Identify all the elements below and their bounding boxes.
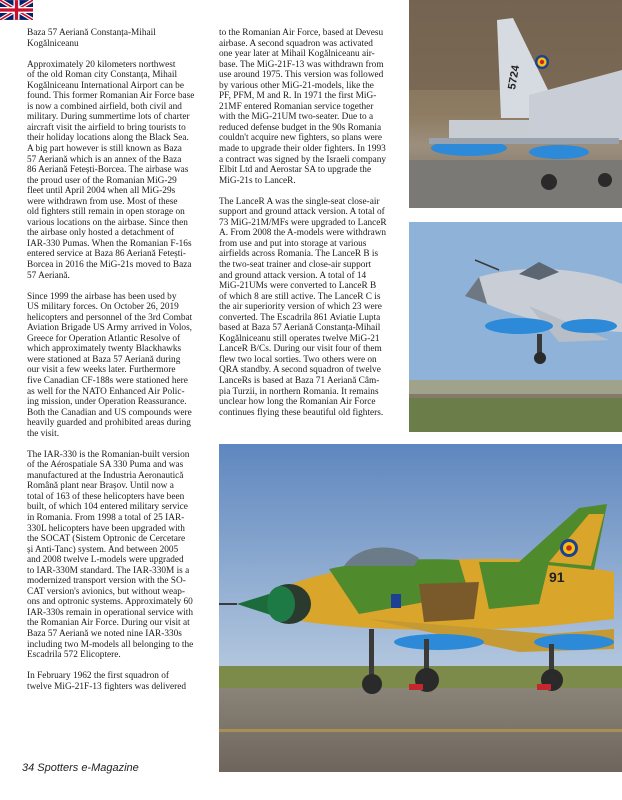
article-column-middle <box>219 28 405 429</box>
union-jack-flag-icon <box>0 0 33 20</box>
tail-number-label: 5724 <box>506 64 523 91</box>
page-footer: 34 Spotters e-Magazine <box>22 762 139 774</box>
mig21-camouflage-photo <box>219 444 622 772</box>
photo-mig21-tail <box>409 0 622 208</box>
paragraph: The IAR-330 is the Romanian-built version of the Aérospatiale SA 330 Puma and was manufactured at the Industria Aeronautică Română plant near Brașov. Until now a total of 163 of these helicopters have been built, of which 104 entered military service in Romania. From 1998 a total of 25 IAR- 330L helicopters have been upgraded with the SOCAT (Sistem Optronic de Cercetare și Anti-Tanc) system. And between 2005 and 2008 twelve L-models were upgraded to IAR-330M standard. The IAR-330M is a modernized transport version with the SO- CAT version's avionics, but without weap- ons and optronic systems. Approximately 60 IAR-330s remain in operational service with the Romanian Air Force. During our visit at Baza 57 Aeriană we noted nine IAR-330s including two M-models all belonging to the Escadrila 572 Elicoptere. <box>27 449 194 661</box>
photo-mig21-inflight <box>409 222 622 432</box>
paragraph: to the Romanian Air Force, based at Devesu airbase. A second squadron was activated one year later at Mihail Kogălniceanu air- base. The MiG-21F-13 was withdrawn from use around 1975. This version was followed by various other MiG-21-models, like the PF, PFM, M and R. In 1971 the first MiG- 21MF entered Romanian service together with the MiG-21UM two-seater. Due to a reduced defense budget in the 90s Romania couldn't acquire new fighters, so plans were made to upgrade their older fighters. In 1993 a contract was signed by the Israeli company Elbit Ltd and Aerostar SA to upgrade the MiG-21s to LanceR. <box>219 28 387 186</box>
paragraph: Approximately 20 kilometers northwest of the old Roman city Constanța, Mihail Kogălniceanu International Airport can be found. This former Romanian Air Force base is now a combined airfield, both civil and military. During summertime lots of charter aircraft visit the airfield to bring tourists to their holiday locations along the Black Sea. A big part however is still known as Baza 57 Aeriană which is an annex of the Baza 86 Aeriană Fetești-Borcea. The airbase was the proud user of the Romanian MiG-29 fleet until April 2004 when all MiG-29s were withdrawn from use. Most of these old fighters still remain in open storage on various locations on the airbase. Since then the airbase only hosted a detachment of IAR-330 Pumas. When the Romanian F-16s entered service at Baza 86 Aeriană Fetești- Borcea in 2016 the MiG-21s moved to Baza 57 Aeriană. <box>27 59 195 281</box>
article-column-left <box>27 28 210 703</box>
paragraph: The LanceR A was the single-seat close-air support and ground attack version. A total of 73 MiG-21M/MFs were upgraded to LanceR A. From 2008 the A-models were withdrawn from use and put into storage at various airfields across Romania. The LanceR B is the two-seat trainer and close-air support and ground attack version. A total of 14 MiG-21UMs were converted to LanceR B of which 8 are still active. The LanceR C is the air superiority version of which 23 were converted. The Escadrila 861 Aviatie Lupta based at Baza 57 Aeriană Constanța-Mihail Kogălniceanu still operates twelve MiG-21 LanceR B/Cs. During our visit four of them flew two local sorties. Two others were on QRA standby. A second squadron of twelve LanceRs is based at Baza 71 Aeriană Câm- pia Turzii, in northern Romania. It remains unclear how long the Romanian Air Force continues flying these beautiful old fighters. <box>219 196 387 418</box>
section-heading: Baza 57 Aeriană Constanța-Mihail Kogălniceanu <box>27 28 156 49</box>
mig21-inflight-photo <box>409 222 622 432</box>
tail-number-label: 91 <box>549 569 565 585</box>
photo-mig21-camouflage <box>219 444 622 772</box>
paragraph: In February 1962 the first squadron of twelve MiG-21F-13 fighters was delivered <box>27 671 187 692</box>
mig21-tail-photo <box>409 0 622 208</box>
paragraph: Since 1999 the airbase has been used by US military forces. On October 26, 2019 helicopters and personnel of the 3rd Combat Aviation Brigade US Army arrived in Volos, Greece for Operation Atlantic Resolve of which approximately twenty Blackhawks were stationed at Baza 57 Aeriană during our visit a few weeks later. Furthermore five Canadian CF-188s were stationed here as well for the NATO Enhanced Air Polic- ing mission, under Operation Reassurance. Both the Canadian and US compounds were heavily guarded and prohibited areas during the visit. <box>27 291 193 439</box>
